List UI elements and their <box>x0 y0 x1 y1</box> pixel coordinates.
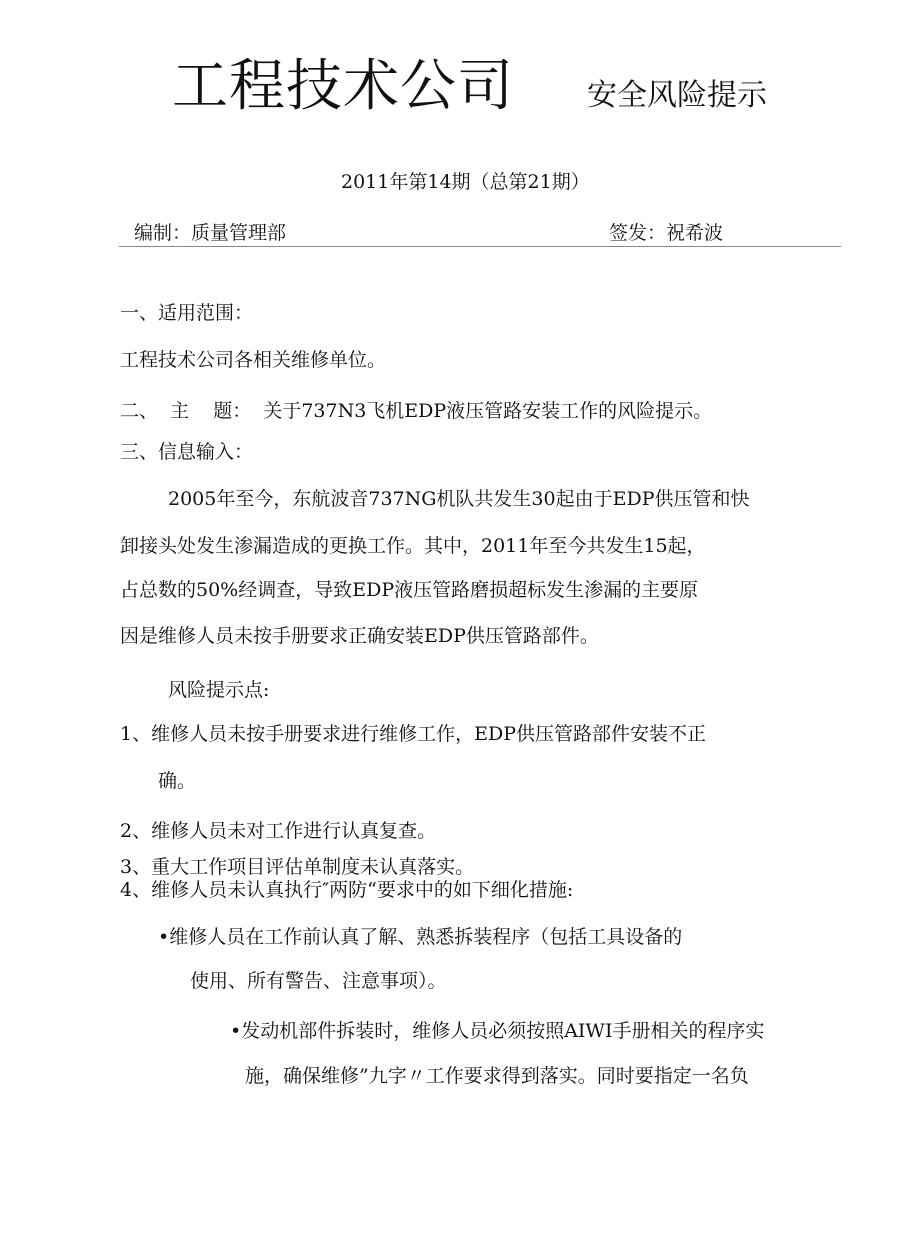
measure-continuation: 施，确保维修”九字〃工作要求得到落实。同时要指定一名负 <box>245 1065 749 1087</box>
info-paragraph-line: 2005年至今，东航波音737NG机队共发生30起由于EDP供压管和快 <box>168 488 750 510</box>
risk-point: 3、重大工作项目评估单制度未认真落实。 <box>120 856 475 878</box>
scope-heading: 一、适用范围： <box>120 302 254 324</box>
issue-number: 2011年第14期（总第21期） <box>341 171 590 193</box>
info-paragraph-line: 卸接头处发生渗漏造成的更换工作。其中，2011年至今共发生15起， <box>120 535 706 557</box>
info-heading: 三、信息输入： <box>120 441 254 463</box>
measure-bullet: •发动机部件拆装时，维修人员必须按照AIWI手册相关的程序实 <box>230 1020 765 1042</box>
editor-department: 编制：质量管理部 <box>134 222 287 244</box>
subject-line: 二、 主 题： 关于737N3飞机EDP液压管路安装工作的风险提示。 <box>120 400 713 422</box>
company-name: 工程技术公司 <box>172 54 514 119</box>
info-paragraph-line: 占总数的50%经调查，导致EDP液压管路磨损超标发生渗漏的主要原 <box>120 579 699 601</box>
scope-text: 工程技术公司各相关维修单位。 <box>120 349 387 371</box>
document-type-title: 安全风险提示 <box>587 78 767 113</box>
risk-point: 4、维修人员未认真执行″两防“要求中的如下细化措施: <box>120 879 574 901</box>
risk-point: 1、维修人员未按手册要求进行维修工作，EDP供压管路部件安装不正 <box>120 723 706 745</box>
risk-point-continuation: 确。 <box>158 770 197 792</box>
header-divider <box>119 246 841 247</box>
measure-continuation: 使用、所有警告、注意事项）。 <box>190 970 447 992</box>
risk-point: 2、维修人员未对工作进行认真复查。 <box>120 820 437 842</box>
measure-bullet: •维修人员在工作前认真了解、熟悉拆装程序（包括工具设备的 <box>158 926 683 948</box>
info-paragraph-line: 因是维修人员未按手册要求正确安装EDP供压管路部件。 <box>120 625 599 647</box>
issuer-name: 签发：祝希波 <box>609 222 724 244</box>
risk-heading: 风险提示点: <box>168 679 270 701</box>
